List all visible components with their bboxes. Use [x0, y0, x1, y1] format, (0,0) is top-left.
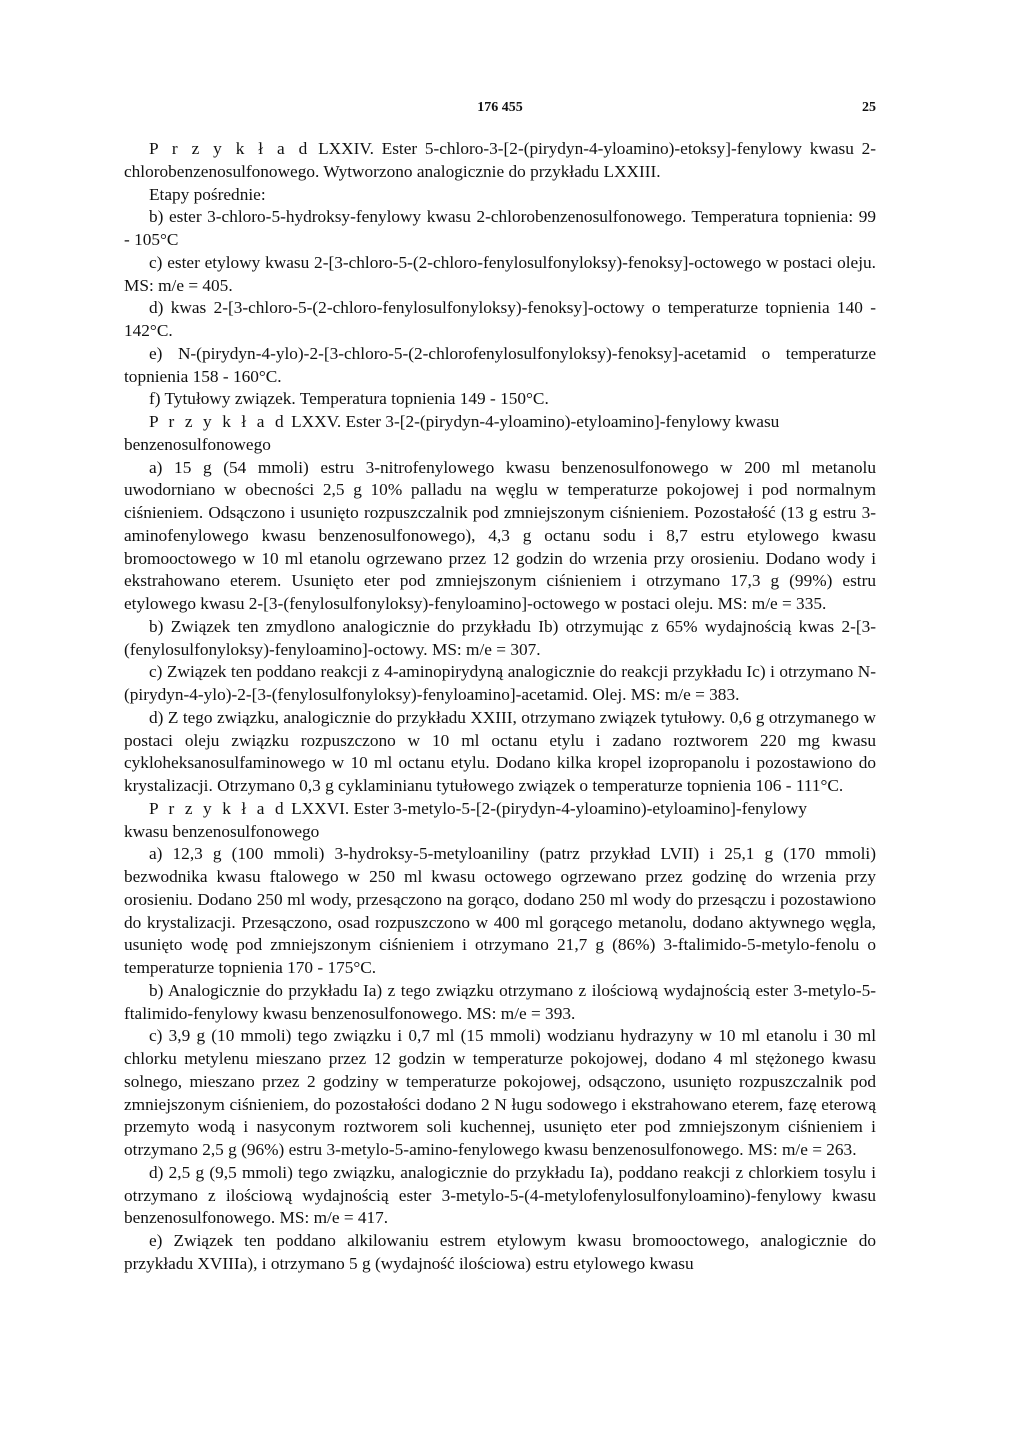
paragraph-text: LXXIV. Ester 5-chloro-3-[2-(pirydyn-4-yloamino)-etoksy]-fenylowy kwasu 2-chlorobenzenosulfonowego. Wytworzono analogicznie do przykładu LXXIII. [124, 139, 876, 181]
paragraph [124, 297, 876, 343]
paragraph [124, 457, 876, 616]
paragraph [124, 138, 876, 184]
paragraph-text: b) Analogicznie do przykładu Ia) z tego związku otrzymano z ilościową wydajnością ester 3-metylo-5-ftalimido-fenylowy kwasu benzenosulfonowego. MS: m/e = 393. [124, 980, 876, 1023]
document-body [124, 138, 876, 1276]
paragraph [124, 434, 876, 457]
paragraph [124, 980, 876, 1026]
paragraph-text: c) Związek ten poddano reakcji z 4-aminopirydyną analogicznie do reakcji przykładu Ic) i otrzymano N-(pirydyn-4-ylo)-2-[3-(fenylosulfonyloksy)-fenyloamino]-acetamid. Olej. MS: m/e = 383. [124, 662, 876, 704]
paragraph [124, 707, 876, 798]
paragraph-text: d) 2,5 g (9,5 mmoli) tego związku, analogicznie do przykładu Ia), poddano reakcji z chlorkiem tosylu i otrzymano z ilościową wydajnością ester 3-metylo-5-(4-metylofenylosulfonyloamino)-fenylowy kwasu benzenosulfonowego. MS: m/e = 417. [124, 1162, 876, 1228]
paragraph [124, 1162, 876, 1230]
paragraph [124, 206, 876, 252]
paragraph-text: benzenosulfonowego [124, 434, 271, 454]
paragraph-text: a) 12,3 g (100 mmoli) 3-hydroksy-5-metyloaniliny (patrz przykład LVII) i 25,1 g (170 mmoli) bezwodnika kwasu ftalowego w 250 ml kwasu octowego ogrzewano przez godzinę do wrzenia przy orosieniu. Dodano 250 ml wody, przesączono na gorąco, dodano 250 ml wody do przesączu i pozostawiono do krystalizacji. Przesączono, osad rozpuszczono w 400 ml gorącego metanolu, dodano aktywnego węgla, usunięto wodę pod zmniejszonym ciśnieniem i otrzymano 21,7 g (86%) 3-ftalimido-5-metylo-fenolu o temperaturze topnienia 170 - 175°C. [124, 844, 876, 977]
paragraph [124, 661, 876, 707]
paragraph-text: d) kwas 2-[3-chloro-5-(2-chloro-fenylosulfonyloksy)-fenoksy]-octowy o temperaturze topnienia 140 - 142°C. [124, 298, 876, 340]
paragraph [124, 616, 876, 662]
paragraph-text: b) Związek ten zmydlono analogicznie do przykładu Ib) otrzymując z 65% wydajnością kwas 2-[3-(fenylosulfonyloksy)-fenyloamino]-octowy. MS: m/e = 307. [124, 616, 876, 659]
paragraph [124, 843, 876, 980]
paragraph-text: LXXVI. Ester 3-metylo-5-[2-(pirydyn-4-yloamino)-etyloamino]-fenylowy [286, 798, 807, 818]
example-label: P r z y k ł a d [149, 412, 287, 431]
paragraph-text: a) 15 g (54 mmoli) estru 3-nitrofenylowego kwasu benzenosulfonowego w 200 ml metanolu uwodorniano w obecności 2,5 g 10% palladu na węglu w temperaturze pokojowej i pod normalnym ciśnieniem. Odsączono i usunięto rozpuszczalnik pod zmniejszonym ciśnieniem. Pozostałość (13 g estru 3-aminofenylowego kwasu benzenosulfonowego), 4,3 g octanu sodu i 8,7 estru etylowego kwasu bromooctowego w 10 ml etanolu ogrzewano przez 12 godzin do wrzenia przy orosieniu. Dodano wody i ekstrahowano eterem. Usunięto eter pod zmniejszonym ciśnieniem i otrzymano 17,3 g (99%) estru etylowego kwasu 2-[3-(fenylosulfonyloksy)-fenyloamino]-octowego w postaci oleju. MS: m/e = 335. [124, 457, 876, 613]
paragraph-text: c) ester etylowy kwasu 2-[3-chloro-5-(2-chloro-fenylosulfonyloksy)-fenoksy]-octowego w postaci oleju. MS: m/e = 405. [124, 252, 876, 295]
paragraph-text: e) Związek ten poddano alkilowaniu estrem etylowym kwasu bromooctowego, analogicznie do przykładu XVIIIa), i otrzymano 5 g (wydajność ilościowa) estru etylowego kwasu [124, 1231, 876, 1273]
patent-number: 176 455 [477, 100, 523, 115]
paragraph [124, 343, 876, 389]
paragraph [124, 388, 876, 411]
paragraph [124, 821, 876, 844]
paragraph [124, 1025, 876, 1162]
paragraph [124, 798, 876, 821]
paragraph-text: Etapy pośrednie: [149, 184, 266, 204]
example-label: P r z y k ł a d [149, 139, 311, 158]
paragraph-text: kwasu benzenosulfonowego [124, 821, 320, 841]
example-label: P r z y k ł a d [149, 798, 287, 818]
paragraph-text: c) 3,9 g (10 mmoli) tego związku i 0,7 ml (15 mmoli) wodzianu hydrazyny w 10 ml etanolu i 30 ml chlorku metylenu mieszano przez 12 godzin w temperaturze pokojowej, dodano 4 ml stężonego kwasu solnego, mieszano przez 2 godziny w temperaturze pokojowej, odsączono, usunięto rozpuszczalnik pod zmniejszonym ciśnieniem, do pozostałości dodano 2 N ługu sodowego i ekstrahowano eterem, fazę eterową przemyto wodą i nasyconym roztworem soli kuchennej, usunięto eter pod zmniejszonym ciśnieniem i otrzymano 2,5 g (96%) estru 3-metylo-5-amino-fenylowego kwasu benzenosulfonowego. MS: m/e = 263. [124, 1026, 876, 1159]
paragraph [124, 252, 876, 298]
paragraph [124, 1230, 876, 1276]
paragraph-text: e) N-(pirydyn-4-ylo)-2-[3-chloro-5-(2-chlorofenylosulfonyloksy)-fenoksy]-acetamid o temperaturze topnienia 158 - 160°C. [124, 343, 876, 386]
paragraph [124, 411, 876, 434]
paragraph-text: LXXV. Ester 3-[2-(pirydyn-4-yloamino)-etyloamino]-fenylowy kwasu [286, 412, 780, 431]
page-header [124, 100, 876, 122]
page-number: 25 [862, 100, 876, 115]
paragraph-text: b) ester 3-chloro-5-hydroksy-fenylowy kwasu 2-chlorobenzenosulfonowego. Temperatura topnienia: 99 - 105°C [124, 207, 876, 249]
paragraph-text: d) Z tego związku, analogicznie do przykładu XXIII, otrzymano związek tytułowy. 0,6 g otrzymanego w postaci oleju związku rozpuszczono w 10 ml octanu etylu i zadano roztworem 220 mg kwasu cykloheksanosulfaminowego w 10 ml octanu etylu. Dodano kilka kropel izopropanolu i pozostawiono do krystalizacji. Otrzymano 0,3 g cyklaminianu tytułowego związek o temperaturze topnienia 106 - 111°C. [124, 707, 876, 795]
paragraph [124, 184, 876, 207]
paragraph-text: f) Tytułowy związek. Temperatura topnienia 149 - 150°C. [149, 389, 549, 409]
